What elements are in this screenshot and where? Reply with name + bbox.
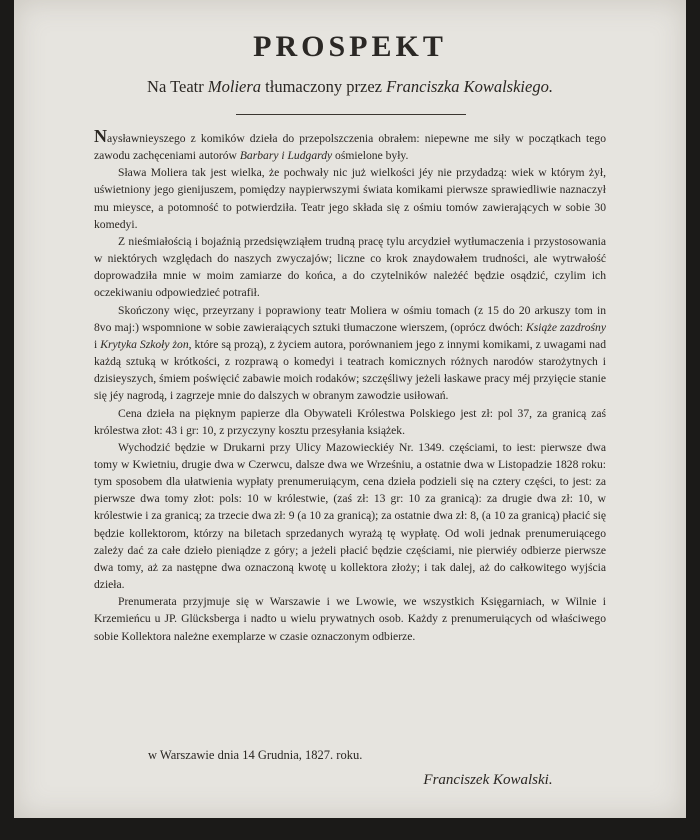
- date-line: w Warszawie dnia 14 Grudnia, 1827. roku.: [148, 748, 363, 762]
- paragraph-3: Z nieśmiałością i bojaźnią przedsięwziąłem trudną pracę tylu arcydzieł wytłumaczenia i przystosowania w niektórych względach do naszych zwyczajów; liczne co krok znaydowałem trudności, ale wytrwałość doprowadziła mnie w moim zamiarze do końca, a do czytelników należéć będzie osądzić, czylim ich oczekiwaniu odpowiedzieć potrafił.: [94, 234, 606, 300]
- subtitle-translator: Franciszka Kowalskiego.: [386, 77, 553, 96]
- paragraph-5: Cena dzieła na pięknym papierze dla Obywateli Królestwa Polskiego jest zł: pol 37, za granicą zaś królestwa złot: 43 i gr: 10, z przyczyny kosztu przesyłania książek.: [94, 406, 606, 437]
- paragraph-7: Prenumerata przyjmuje się w Warszawie i we Lwowie, we wszystkich Księgarniach, w Wilnie i Krzemieńcu u JP. Glücksberga i nadto u wielu prywatnych osob. Każdy z prenumeruiących od właściwego sobie Kollektora należne exemplarze w czasie oznaczonym odbierze.: [94, 595, 606, 643]
- document-title: PROSPEKT: [253, 30, 447, 63]
- subtitle-text-2: tłumaczony przez: [261, 77, 387, 96]
- drop-cap: N: [94, 126, 107, 146]
- paragraph-4-text-c: , które są prozą), z życiem autora, porównaniem jego z innymi komikami, z uwagami nad każdą sztuką w krótkości, z rozprawą o komedyi i teatrach komicznych różnych narodów starożytnych i dzisieyszych, śmiem poświęcić zabawie moich rodaków; szczęśliwy jeżeli łaskawe pracy méj przyięcie stanie się jéy nagrodą, i zagrzeje mnie do dalszych w obranym zawodzie usiłowań.: [94, 337, 606, 403]
- paragraph-4-italic-1: Książe zazdrośny: [526, 320, 606, 334]
- signature: Franciszek Kowalski.: [423, 772, 553, 788]
- paragraph-1-text-a: aysławnieyszego z komików dzieła do przepolszczenia obrałem: niepewne me siły w początkach tego zawodu zachęceniami autorów: [94, 132, 606, 163]
- paragraph-2: Sława Moliera tak jest wielka, że pochwały nic już wielkości jéy nie przydadzą: wiek w którym żył, uświetniony jego gienijuszem, pomiędzy naypierwszymi świata komikami pierwsze sprawiedliwie naznaczył mu mieysce, a potomność to potwierdziła. Teatr jego składa się z ośmiu tomów zawierających w sobie 30 komedyi.: [94, 166, 606, 231]
- paragraph-1: [94, 128, 606, 164]
- title-rule: [236, 114, 466, 115]
- subtitle-text-1: Na Teatr: [147, 77, 208, 96]
- paragraph-4-italic-2: Krytyka Szkoły żon: [100, 337, 189, 351]
- paragraph-4-text-a: Skończony więc, przeyrzany i poprawiony teatr Moliera w ośmiu tomach (z 15 do 20 arkuszy tom in 8vo maj:) wspomnione w sobie zawieraiących sztuki tłumaczone wierszem, (oprócz dwóch:: [94, 303, 606, 334]
- paragraph-4-text-b: i: [94, 337, 101, 351]
- paragraph-1-text-b: ośmielone były.: [332, 149, 409, 163]
- document-subtitle: [0, 77, 700, 97]
- paragraph-1-italic-titles: Barbary i Ludgardy: [239, 149, 333, 163]
- paragraph-4: [94, 302, 606, 405]
- document-body: [94, 128, 606, 645]
- paragraph-6: Wychodzić będzie w Drukarni przy Ulicy Mazowieckiéy Nr. 1349. częściami, to iest: pierwsze dwa tomy w Kwietniu, drugie dwa w Czerwcu, dalsze dwa we Wrześniu, a ostatnie dwa w Listopadzie 1828 roku: tym sposobem dla ułatwienia wypłaty prenumeruiącym, cena dzieła podzieli się na cztery części, to jest: za pierwsze dwa tomy złot: pols: 10 w królestwie, (zaś zł: 13 gr: 10 za granicą): za drugie dwa zł: 10, w królestwie i za granicą; za trzecie dwa zł: 9 (a 10 za granicą); za ostatnie dwa zł: 8, (a 10 za granicą) płacić się będzie kollektorom, którzy na biletach sprzedanych wyrażą tę wypłatę. Od woli jednak prenumeruiącego zależy dać za całe dzieło pieniądze z góry; a jeżeli płacić będzie częściami, nie pierwiéy odbierze pierwsze dwa tomy, aż za następne dwa oznaczoną kwotę u kollektora złoży; i tak dalej, aż do całkowitego wyjścia dzieła.: [94, 440, 606, 592]
- subtitle-author: Moliera: [207, 77, 262, 96]
